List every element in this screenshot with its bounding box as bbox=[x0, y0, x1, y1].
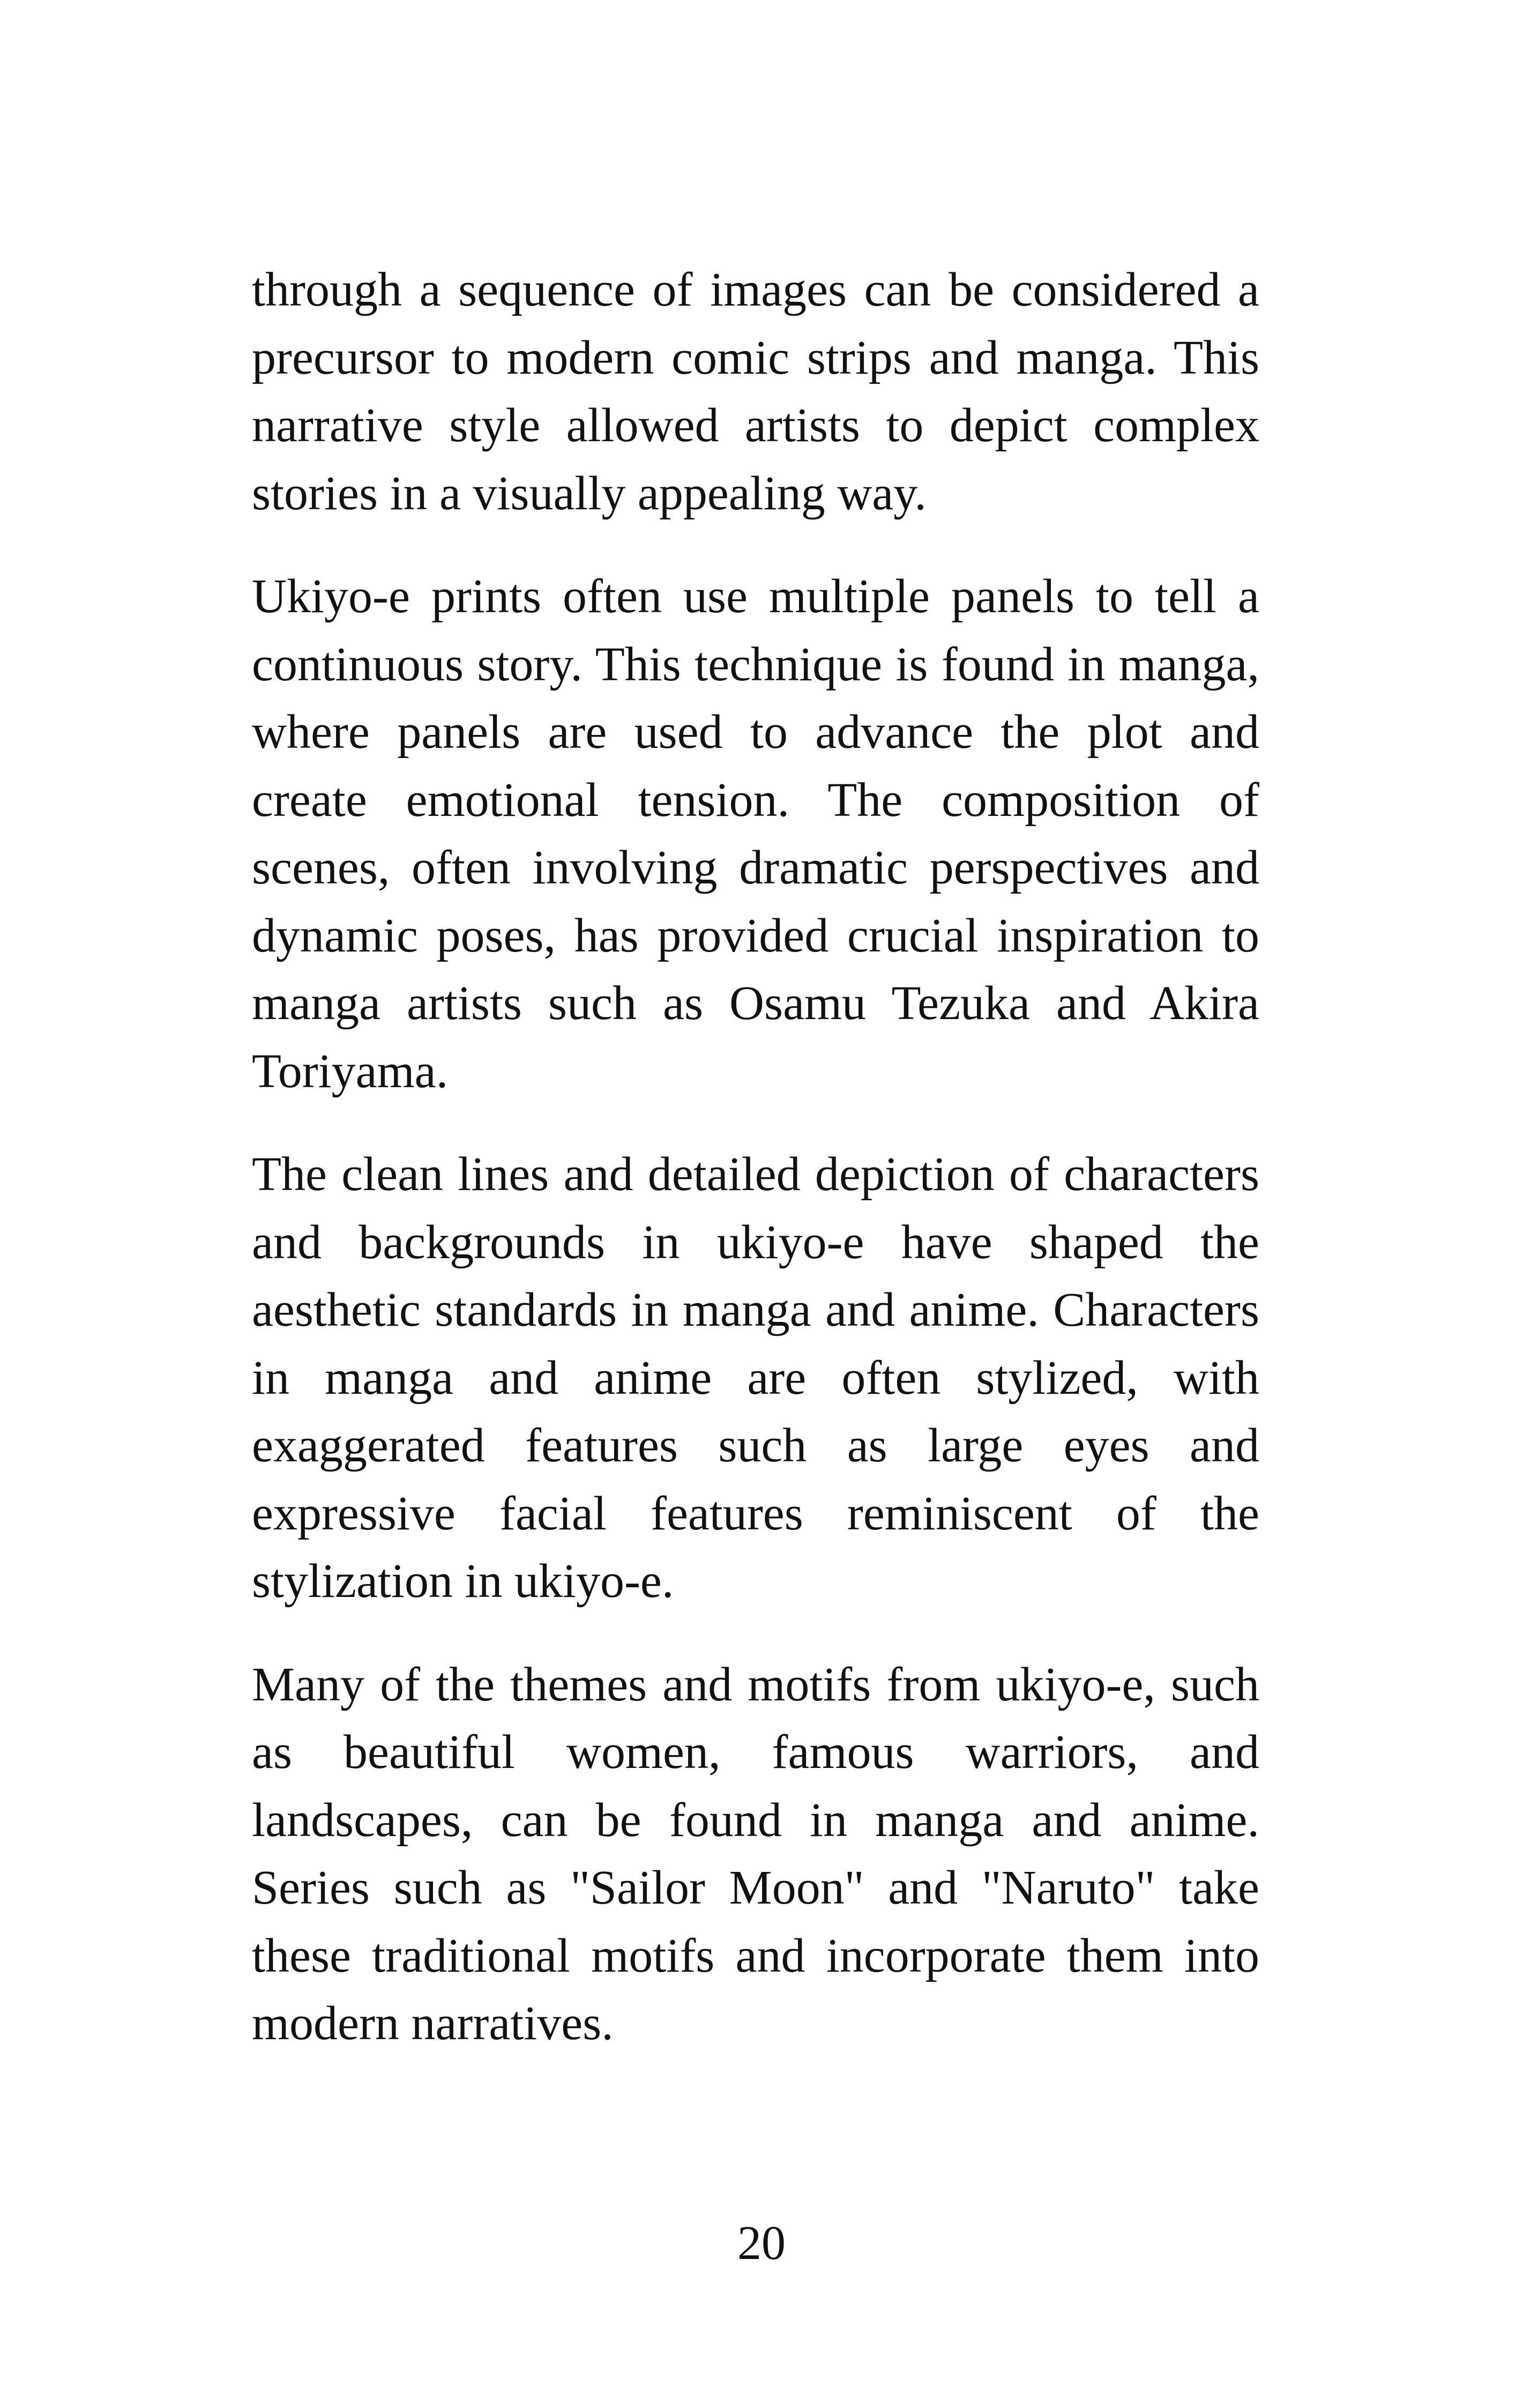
paragraph-1: through a sequence of images can be considered a precursor to modern comic strips and manga. This narrative style allowed artists to depict complex stories in a visually appealing way. bbox=[252, 263, 1259, 520]
page-body bbox=[252, 256, 1259, 2093]
paragraph-3: The clean lines and detailed depiction of characters and backgrounds in ukiyo-e have shaped the aesthetic standards in manga and anime. Characters in manga and anime are often stylized, with exaggerated features such as large eyes and expressive facial features reminiscent of the stylization in ukiyo-e. bbox=[252, 1148, 1259, 1608]
page-number: 20 bbox=[737, 2217, 786, 2270]
paragraph-4: Many of the themes and motifs from ukiyo-e, such as beautiful women, famous warriors, and landscapes, can be found in manga and anime. Series such as "Sailor Moon" and "Naruto" take these traditional motifs and incorporate them into modern narratives. bbox=[252, 1658, 1259, 2050]
paragraph-2: Ukiyo-e prints often use multiple panels to tell a continuous story. This technique is found in manga, where panels are used to advance the plot and create emotional tension. The composition of scenes, often involving dramatic perspectives and dynamic poses, has provided crucial inspiration to manga artists such as Osamu Tezuka and Akira Toriyama. bbox=[252, 570, 1259, 1098]
